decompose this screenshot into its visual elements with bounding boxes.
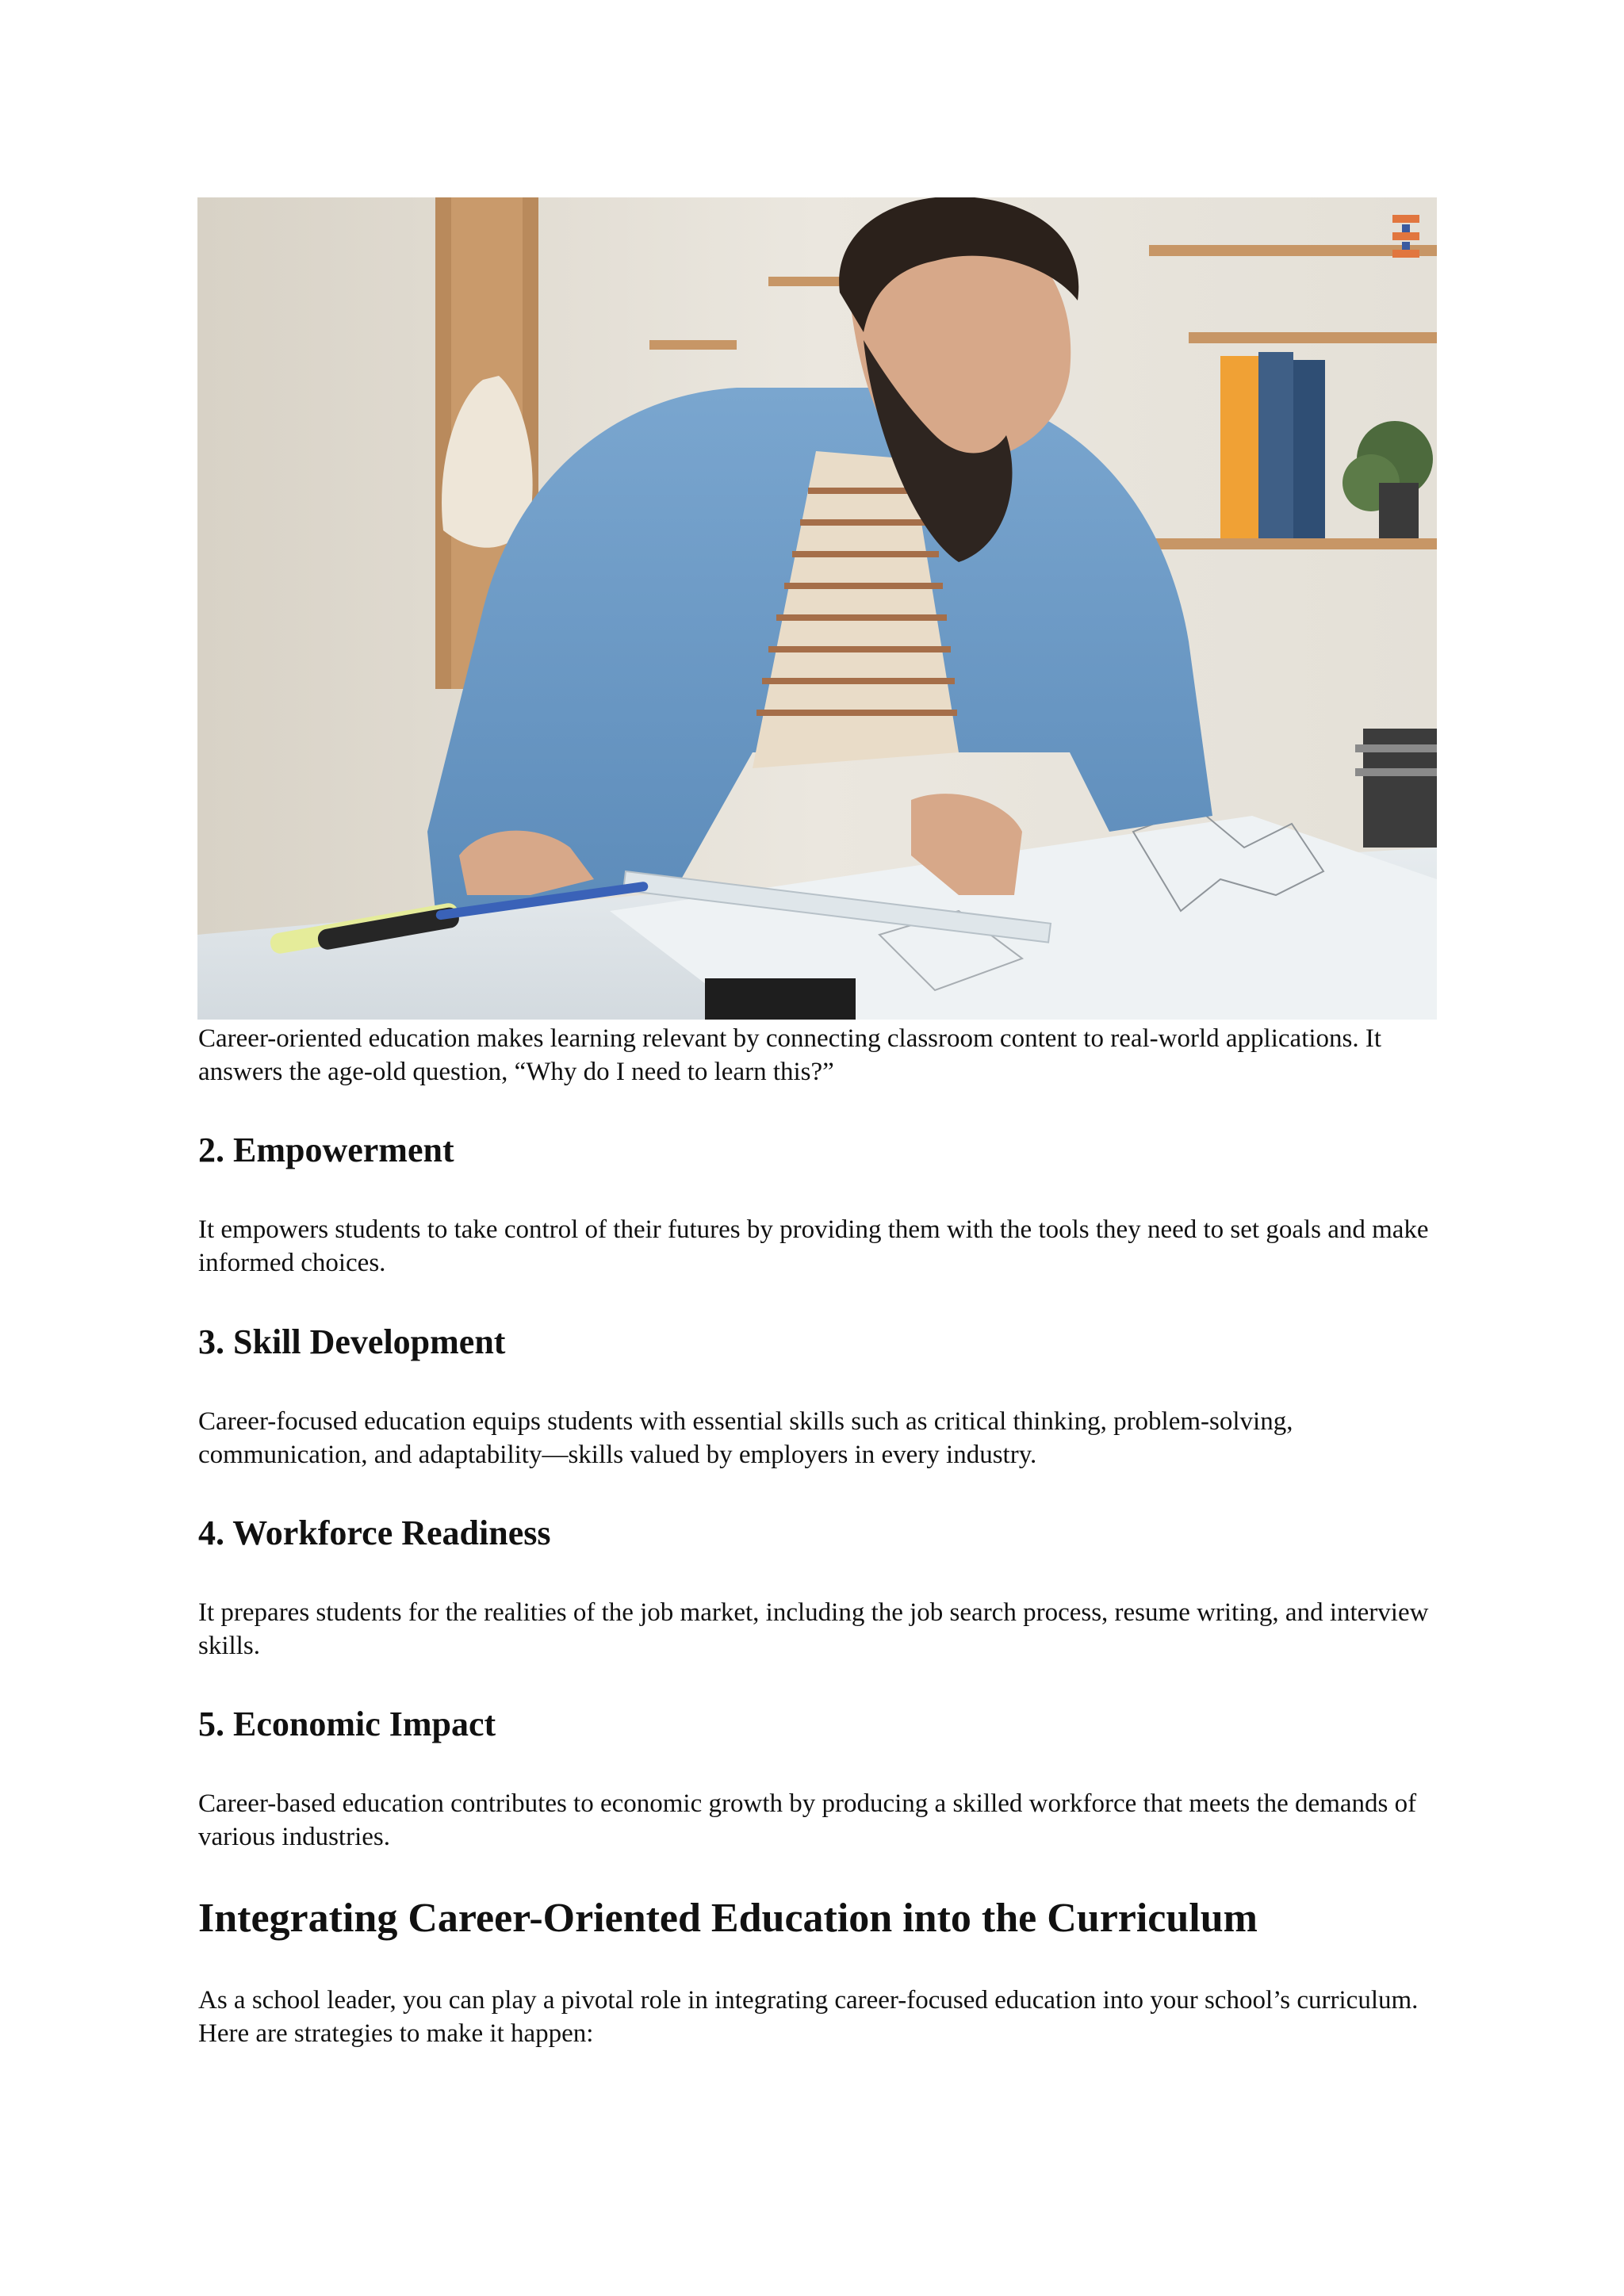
- section-paragraph: Career-based education contributes to economic growth by producing a skilled workforce that meets the demands of various industries.: [198, 1789, 1417, 1851]
- brand-logo-icon: [1392, 215, 1419, 258]
- section-paragraph: It empowers students to take control of their futures by providing them with the tools they need to set goals and make informed choices.: [198, 1215, 1429, 1277]
- section-heading: 2. Empowerment: [198, 1131, 454, 1169]
- integrating-section: [198, 1894, 1435, 1943]
- section-skill-development: [198, 1322, 1435, 1363]
- section-economic-impact: [198, 1704, 1435, 1745]
- section-paragraph: It prepares students for the realities of the job market, including the job search process, resume writing, and interview skills.: [198, 1598, 1429, 1660]
- section-skill-development-body: [198, 1405, 1435, 1471]
- integrating-heading: Integrating Career-Oriented Education into the Curriculum: [198, 1896, 1258, 1941]
- man-drafting-photo-icon: [197, 197, 1437, 1020]
- section-workforce-readiness-body: [198, 1596, 1435, 1663]
- integrating-body-block: [198, 1984, 1435, 2050]
- integrating-paragraph: As a school leader, you can play a pivotal role in integrating career-focused education into your school’s curriculum. Here are strategies to make it happen:: [198, 1986, 1419, 2048]
- section-heading: 3. Skill Development: [198, 1322, 506, 1361]
- section-paragraph: Career-focused education equips students with essential skills such as critical thinking, problem-solving, communication, and adaptability—skills valued by employers in every industry.: [198, 1407, 1293, 1469]
- section-workforce-readiness: [198, 1513, 1435, 1554]
- section-economic-impact-body: [198, 1787, 1435, 1854]
- section-heading: 4. Workforce Readiness: [198, 1513, 551, 1552]
- caption-paragraph: Career-oriented education makes learning relevant by connecting classroom content to real-world applications. It answers the age-old question, “Why do I need to learn this?”: [198, 1024, 1382, 1086]
- section-empowerment-body: [198, 1213, 1435, 1280]
- hero-photo: [197, 197, 1437, 1020]
- caption-block: [198, 1022, 1435, 1089]
- section-heading: 5. Economic Impact: [198, 1705, 496, 1743]
- section-empowerment: [198, 1130, 1435, 1171]
